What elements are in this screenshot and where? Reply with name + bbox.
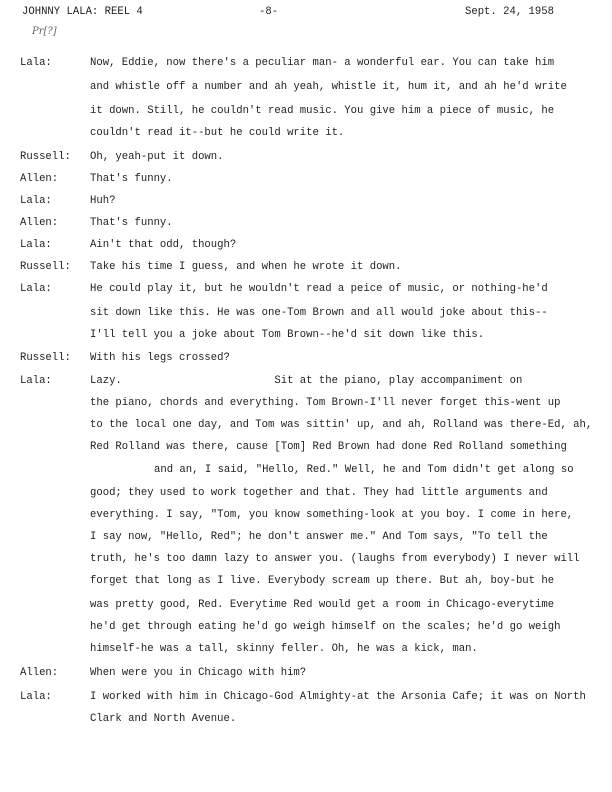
handwritten-margin-note: Pr[?] xyxy=(32,26,57,37)
line-text: Huh? xyxy=(90,195,116,207)
line-text: Now, Eddie, now there's a peculiar man- a wonderful ear. You can take him xyxy=(90,57,555,69)
line-text: couldn't read it--but he could write it. xyxy=(90,127,345,139)
speaker-label: Allen: xyxy=(20,667,59,679)
line-text: Ain't that odd, though? xyxy=(90,239,237,251)
speaker-label: Lala: xyxy=(20,239,52,251)
page-number: -8- xyxy=(259,6,279,18)
line-text: He could play it, but he wouldn't read a peice of music, or nothing-he'd xyxy=(90,283,548,295)
line-text: I'll tell you a joke about Tom Brown--he'd sit down like this. xyxy=(90,329,485,341)
speaker-label: Russell: xyxy=(20,261,71,273)
line-text: good; they used to work together and that. They had little arguments and xyxy=(90,487,548,499)
speaker-label: Russell: xyxy=(20,151,71,163)
line-text: That's funny. xyxy=(90,173,173,185)
line-text: With his legs crossed? xyxy=(90,352,230,364)
line-text: Oh, yeah-put it down. xyxy=(90,151,224,163)
line-text: was pretty good, Red. Everytime Red would get a room in Chicago-everytime xyxy=(90,599,555,611)
line-text: he'd get through eating he'd go weigh himself on the scales; he'd go weigh xyxy=(90,621,561,633)
speaker-label: Lala: xyxy=(20,691,52,703)
speaker-label: Lala: xyxy=(20,57,52,69)
line-text: everything. I say, "Tom, you know something-look at you boy. I come in here, xyxy=(90,509,574,521)
line-text: I worked with him in Chicago-God Almighty-at the Arsonia Cafe; it was on North xyxy=(90,691,586,703)
speaker-label: Allen: xyxy=(20,173,59,185)
line-text: it down. Still, he couldn't read music. You give him a piece of music, he xyxy=(90,105,555,117)
line-text: to the local one day, and Tom was sittin' up, and ah, Rolland was there-Ed, ah, xyxy=(90,419,593,431)
line-text: forget that long as I live. Everybody scream up there. But ah, boy-but he xyxy=(90,575,555,587)
line-text: the piano, chords and everything. Tom Brown-I'll never forget this-went up xyxy=(90,397,561,409)
speaker-label: Lala: xyxy=(20,283,52,295)
line-text: Red Rolland was there, cause [Tom] Red Brown had done Red Rolland something xyxy=(90,441,567,453)
reel-title: JOHNNY LALA: REEL 4 xyxy=(22,6,143,18)
speaker-label: Lala: xyxy=(20,195,52,207)
line-text: sit down like this. He was one-Tom Brown and all would joke about this-- xyxy=(90,307,548,319)
line-text: That's funny. xyxy=(90,217,173,229)
line-text: I say now, "Hello, Red"; he don't answer me." And Tom says, "To tell the xyxy=(90,531,548,543)
speaker-label: Russell: xyxy=(20,352,71,364)
speaker-label: Allen: xyxy=(20,217,59,229)
session-date: Sept. 24, 1958 xyxy=(464,6,554,18)
line-text: Lazy. Sit at the piano, play accompaniment on xyxy=(90,375,523,387)
line-text: Clark and North Avenue. xyxy=(90,713,237,725)
speaker-label: Lala: xyxy=(20,375,52,387)
line-text: When were you in Chicago with him? xyxy=(90,667,307,679)
page-header xyxy=(22,6,554,20)
line-text: truth, he's too damn lazy to answer you. (laughs from everybody) I never will xyxy=(90,553,580,565)
line-text: Take his time I guess, and when he wrote it down. xyxy=(90,261,402,273)
line-text: and an, I said, "Hello, Red." Well, he and Tom didn't get along so xyxy=(154,464,574,476)
line-text: himself-he was a tall, skinny feller. Oh, he was a kick, man. xyxy=(90,643,478,655)
line-text: and whistle off a number and ah yeah, whistle it, hum it, and ah he'd write xyxy=(90,81,567,93)
